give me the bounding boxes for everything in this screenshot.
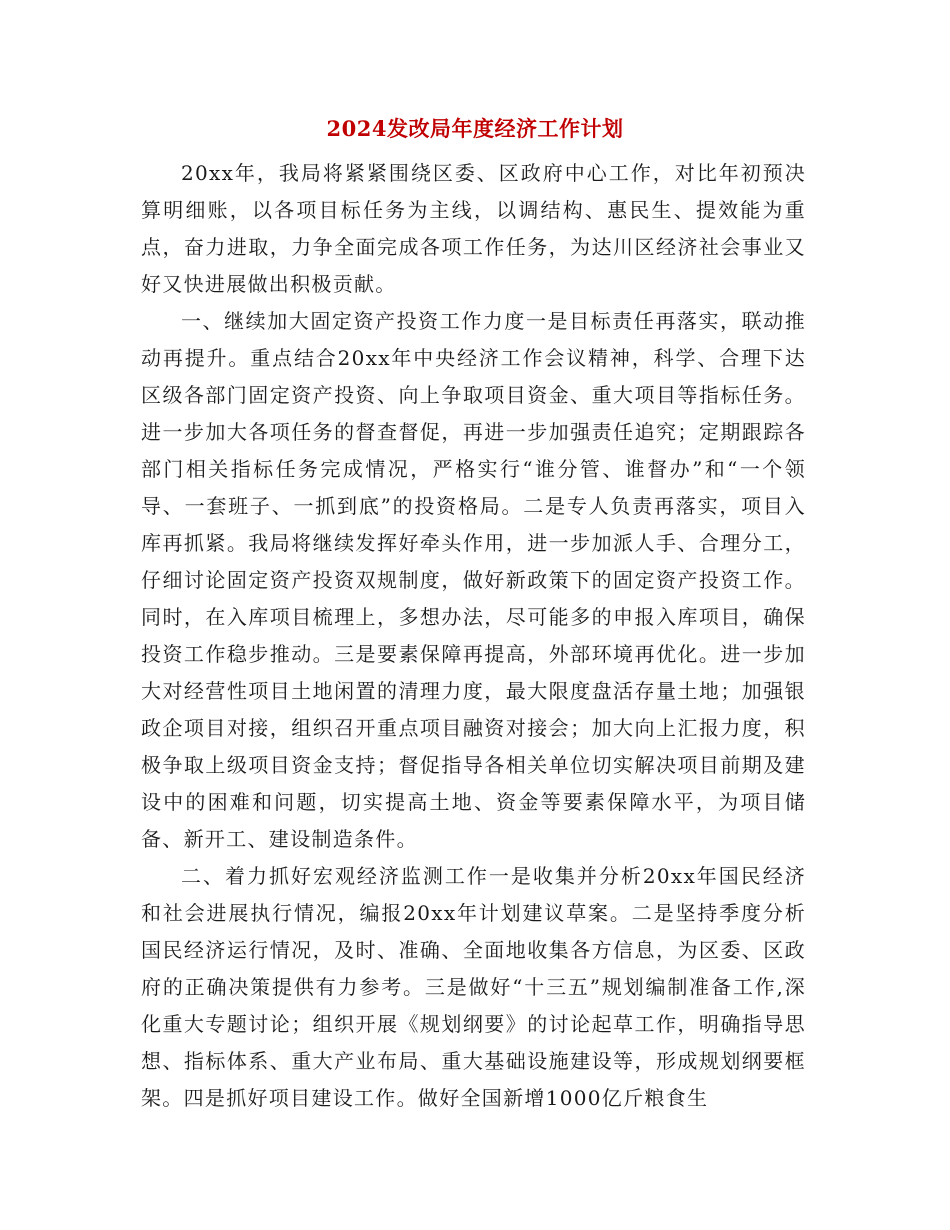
paragraph-section-1: 一、继续加大固定资产投资工作力度一是目标责任再落实，联动推动再提升。重点结合20xx年中央经济工作会议精神，科学、合理下达区级各部门固定资产投资、向上争取项目资金、重大项目等指标任务。进一步加大各项任务的督查督促，再进一步加强责任追究；定期跟踪各部门相关指标任务完成情况，严格实行“谁分管、谁督办”和“一个领导、一套班子、一抓到底”的投资格局。二是专人负责再落实，项目入库再抓紧。我局将继续发挥好牵头作用，进一步加派人手、合理分工，仔细讨论固定资产投资双规制度，做好新政策下的固定资产投资工作。同时，在入库项目梳理上，多想办法，尽可能多的申报入库项目，确保投资工作稳步推动。三是要素保障再提高，外部环境再优化。进一步加大对经营性项目土地闲置的清理力度，最大限度盘活存量土地；加强银政企项目对接，组织召开重点项目融资对接会；加大向上汇报力度，积极争取上级项目资金支持；督促指导各相关单位切实解决项目前期及建设中的困难和问题，切实提高土地、资金等要素保障水平，为项目储备、新开工、建设制造条件。 bbox=[141, 309, 806, 851]
paragraph-section-2: 二、着力抓好宏观经济监测工作一是收集并分析20xx年国民经济和社会进展执行情况，编报20xx年计划建议草案。二是坚持季度分析国民经济运行情况，及时、准确、全面地收集各方信息，为区委、区政府的正确决策提供有力参考。三是做好“十三五”规划编制准备工作,深化重大专题讨论；组织开展《规划纲要》的讨论起草工作，明确指导思想、指标体系、重大产业布局、重大基础设施建设等，形成规划纲要框架。四是抓好项目建设工作。做好全国新增1000亿斤粮食生 bbox=[141, 864, 806, 1110]
document-body bbox=[141, 155, 806, 1117]
document-title: 2024发改局年度经济工作计划 bbox=[326, 116, 624, 141]
paragraph-intro: 20xx年，我局将紧紧围绕区委、区政府中心工作，对比年初预决算明细账，以各项目标任务为主线，以调结构、惠民生、提效能为重点，奋力进取，力争全面完成各项工作任务，为达川区经济社会事业又好又快进展做出积极贡献。 bbox=[141, 161, 806, 296]
